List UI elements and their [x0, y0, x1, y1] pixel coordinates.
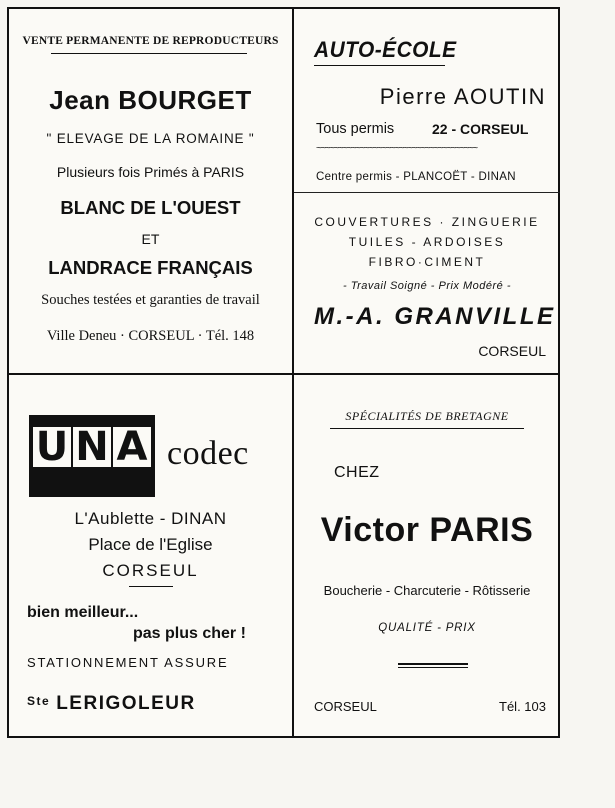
- ad-paris: [294, 375, 560, 738]
- autoecole-title-rule: [314, 65, 445, 66]
- granville-line-3: FIBRO·CIMENT: [368, 255, 486, 269]
- granville-town: CORSEUL: [478, 343, 546, 359]
- bourget-header-rule: [51, 53, 247, 54]
- bourget-farm: " ELEVAGE DE LA ROMAINE ": [46, 131, 255, 146]
- paris-name: Victor PARIS: [320, 511, 534, 549]
- paris-specialites: SPÉCIALITÉS DE BRETAGNE: [345, 409, 509, 423]
- bourget-and: ET: [141, 231, 160, 247]
- autoecole-centers: Centre permis - PLANCOËT - DINAN: [316, 171, 516, 183]
- unacodec-town-rule: [129, 586, 173, 587]
- granville-slogan: - Travail Soigné - Prix Modéré -: [342, 280, 511, 292]
- una-logo: [29, 415, 155, 497]
- ad-bourget: [9, 9, 292, 373]
- paris-trades: Boucherie - Charcuterie - Rôtisserie: [323, 583, 531, 598]
- bourget-awards: Plusieurs fois Primés à PARIS: [56, 164, 245, 180]
- granville-name: M.-A. GRANVILLE: [314, 303, 556, 330]
- bourget-guarantee: Souches testées et garanties de travail: [41, 292, 260, 308]
- bourget-header: VENTE PERMANENTE DE REPRODUCTEURS: [22, 35, 279, 47]
- paris-rule-top: [398, 663, 468, 665]
- unacodec-owner-line: [27, 693, 196, 715]
- bourget-breed-2: LANDRACE FRANÇAIS: [48, 257, 253, 278]
- paris-chez: CHEZ: [334, 464, 380, 481]
- unacodec-slogan-1: bien meilleur...: [27, 604, 139, 621]
- paris-town: CORSEUL: [314, 699, 377, 714]
- unacodec-slogan-2: pas plus cher !: [133, 625, 246, 642]
- unacodec-parking: STATIONNEMENT ASSURE: [27, 655, 229, 670]
- autoecole-title: AUTO-ÉCOLE: [314, 37, 457, 62]
- unacodec-address-1: L'Aublette - DINAN: [74, 509, 227, 528]
- paris-tel: Tél. 103: [499, 699, 546, 714]
- granville-line-1: COUVERTURES · ZINGUERIE: [314, 215, 540, 229]
- unacodec-brand: codec: [167, 435, 249, 472]
- autoecole-name: Pierre AOUTIN: [379, 84, 546, 109]
- una-logo-letter-n: N: [73, 427, 111, 467]
- granville-line-2: TUILES - ARDOISES: [348, 235, 506, 249]
- unacodec-owner-prefix: Ste: [27, 694, 51, 708]
- autoecole-wavy-rule: ~~~~~~~~~~~~~~~~~~~~~~~~~~~~~~~~~~~~~: [316, 143, 477, 154]
- ad-granville: [294, 193, 560, 373]
- una-logo-letter-u: U: [33, 427, 71, 467]
- unacodec-owner: LERIGOLEUR: [56, 693, 196, 714]
- paris-rule-bottom: [398, 667, 468, 668]
- unacodec-address-2: Place de l'Eglise: [88, 535, 213, 554]
- unacodec-town: CORSEUL: [102, 561, 199, 580]
- paris-quality: QUALITÉ - PRIX: [378, 622, 476, 634]
- autoecole-location: 22 - CORSEUL: [432, 121, 529, 137]
- bourget-breed-1: BLANC DE L'OUEST: [60, 197, 241, 218]
- paris-specialites-rule: [330, 428, 524, 429]
- autoecole-permis: Tous permis: [316, 121, 395, 137]
- bourget-address: Ville Deneu · CORSEUL · Tél. 148: [46, 328, 255, 344]
- bourget-name: Jean BOURGET: [49, 85, 252, 115]
- page-frame: [7, 7, 560, 738]
- ad-unacodec: [9, 375, 292, 738]
- una-logo-letter-a: A: [113, 427, 151, 467]
